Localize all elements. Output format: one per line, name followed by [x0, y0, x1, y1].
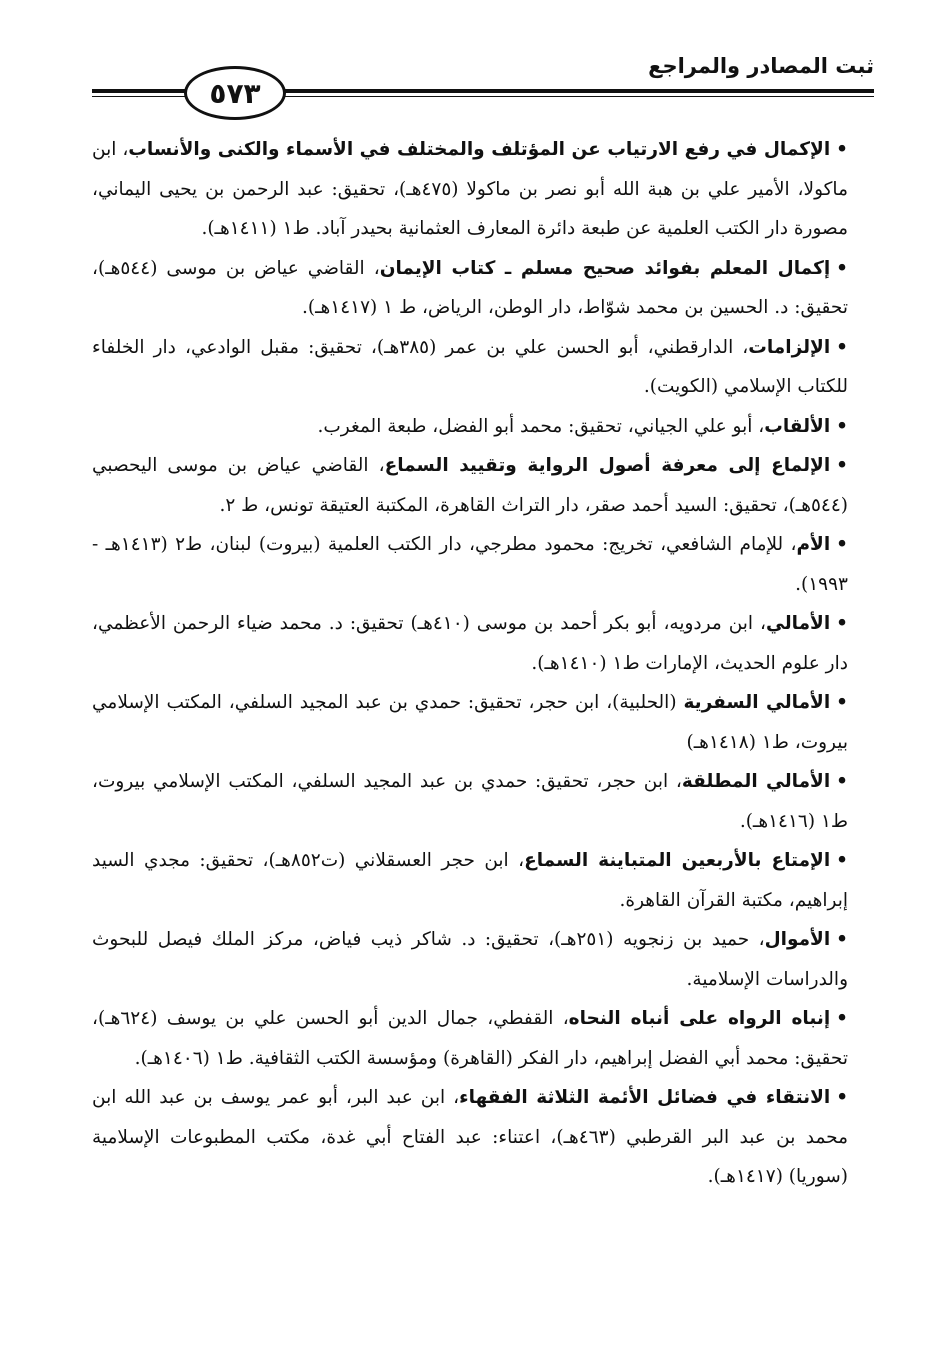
entry-title: الألقاب	[764, 415, 831, 437]
bibliography-entry	[92, 841, 848, 920]
bullet: •	[836, 139, 848, 160]
bullet: •	[836, 415, 848, 437]
entry-details: ، أبو علي الجياني، تحقيق: محمد أبو الفضل، طبعة المغرب.	[317, 415, 765, 437]
entry-title: الأم	[796, 534, 831, 555]
bibliography-entry	[92, 999, 848, 1078]
bullet: •	[836, 850, 848, 871]
entry-details: (الحلبية)، ابن حجر، تحقيق: حمدي بن عبد المجيد السلفي، المكتب الإسلامي بيروت، ط١ (١٤١٨هـ)	[92, 692, 848, 753]
entry-title: الإكمال في رفع الارتياب عن المؤتلف والمختلف في الأسماء والكنى والأنساب	[128, 139, 831, 160]
bibliography-list	[92, 130, 848, 1197]
entry-title: الإلزامات	[748, 336, 831, 358]
bibliography-entry	[92, 249, 848, 328]
bibliography-entry	[92, 525, 848, 604]
entry-details: ، ابن حجر العسقلاني (ت٨٥٢هـ)، تحقيق: مجدي السيد إبراهيم، مكتبة القرآن القاهرة.	[92, 850, 848, 911]
entry-details: ، القاضي عياض بن موسى (٥٤٤هـ)، تحقيق: د. الحسين بن محمد شوّاط، دار الوطن، الرياض، ط ١ (١٤١٧هـ).	[92, 257, 848, 318]
bibliography-entry	[92, 762, 848, 841]
entry-title: الإلماع إلى معرفة أصول الرواية وتقييد السماع	[384, 455, 831, 476]
page-number: ٥٧٣	[184, 66, 286, 120]
bibliography-entry	[92, 407, 848, 447]
entry-details: ، ابن مردويه، أبو بكر أحمد بن موسى (٤١٠هـ) تحقيق: د. محمد ضياء الرحمن الأعظمي، دار علوم الحديث، الإمارات ط١ (١٤١٠هـ).	[92, 613, 848, 674]
bullet: •	[836, 257, 848, 279]
entry-details: ، حميد بن زنجويه (٢٥١هـ)، تحقيق: د. شاكر ذيب فياض، مركز الملك فيصل للبحوث والدراسات الإسلامية.	[92, 929, 848, 990]
entry-title: الأمالي	[765, 613, 831, 634]
entry-details: ، للإمام الشافعي، تخريج: محمود مطرجي، دار الكتب العلمية (بيروت) لبنان، ط٢ (١٤١٣هـ - ١٩٩٣).	[92, 534, 848, 595]
bibliography-entry	[92, 683, 848, 762]
bullet: •	[836, 771, 848, 792]
entry-title: الأمالي السفرية	[683, 692, 831, 713]
bullet: •	[836, 692, 848, 713]
entry-details: ، الدارقطني، أبو الحسن علي بن عمر (٣٨٥هـ)، تحقيق: مقبل الوادعي، دار الخلفاء للكتاب الإسلامي (الكويت).	[92, 336, 848, 397]
entry-title: إنباه الرواه على أنباه النحاه	[568, 1008, 831, 1029]
bibliography-entry	[92, 130, 848, 249]
bullet: •	[836, 1008, 848, 1029]
bullet: •	[836, 1087, 849, 1108]
bibliography-entry	[92, 604, 848, 683]
entry-details: ، ابن ماكولا، الأمير علي بن هبة الله أبو نصر بن ماكولا (٤٧٥هـ)، تحقيق: عبد الرحمن بن يحيى اليماني، مصورة دار الكتب العلمية عن طبعة دائرة المعارف العثمانية بحيدر آباد. ط١ (١٤١١هـ).	[92, 139, 848, 239]
bullet: •	[836, 455, 848, 476]
entry-title: إكمال المعلم بفوائد صحيح مسلم ـ كتاب الإيمان	[379, 257, 831, 279]
bullet: •	[836, 929, 848, 950]
entry-title: الانتقاء في فضائل الأئمة الثلاثة الفقهاء	[459, 1087, 831, 1108]
bibliography-entry	[92, 328, 848, 407]
entry-title: الإمتاع بالأربعين المتباينة السماع	[524, 850, 831, 871]
entry-details: ، ابن عبد البر، أبو عمر يوسف بن عبد الله ابن محمد بن عبد البر القرطبي (٤٦٣هـ)، اعتناء: عبد الفتاح أبي غدة، مكتب المطبوعات الإسلامية (سوريا) (١٤١٧هـ).	[92, 1087, 848, 1187]
bibliography-entry	[92, 920, 848, 999]
bibliography-entry	[92, 1078, 848, 1197]
bullet: •	[836, 534, 848, 555]
bullet: •	[836, 613, 848, 634]
entry-title: الأمالي المطلقة	[681, 771, 831, 792]
entry-details: ، القاضي عياض بن موسى اليحصبي (٥٤٤هـ)، تحقيق: السيد أحمد صقر، دار التراث القاهرة، المكتبة العتيقة تونس، ط ٢.	[92, 455, 848, 516]
entry-title: الأموال	[764, 929, 831, 950]
entry-details: ، القفطي، جمال الدين أبو الحسن علي بن يوسف (٦٢٤هـ)، تحقيق: محمد أبي الفضل إبراهيم، دار الفكر (القاهرة) ومؤسسة الكتب الثقافية. ط١ (١٤٠٦هـ).	[92, 1008, 848, 1069]
running-title: ثبت المصادر والمراجع	[648, 54, 874, 78]
bullet: •	[836, 336, 848, 358]
bibliography-entry	[92, 446, 848, 525]
entry-details: ، ابن حجر، تحقيق: حمدي بن عبد المجيد السلفي، المكتب الإسلامي بيروت، ط١ (١٤١٦هـ).	[92, 771, 848, 832]
page-header	[92, 52, 874, 132]
